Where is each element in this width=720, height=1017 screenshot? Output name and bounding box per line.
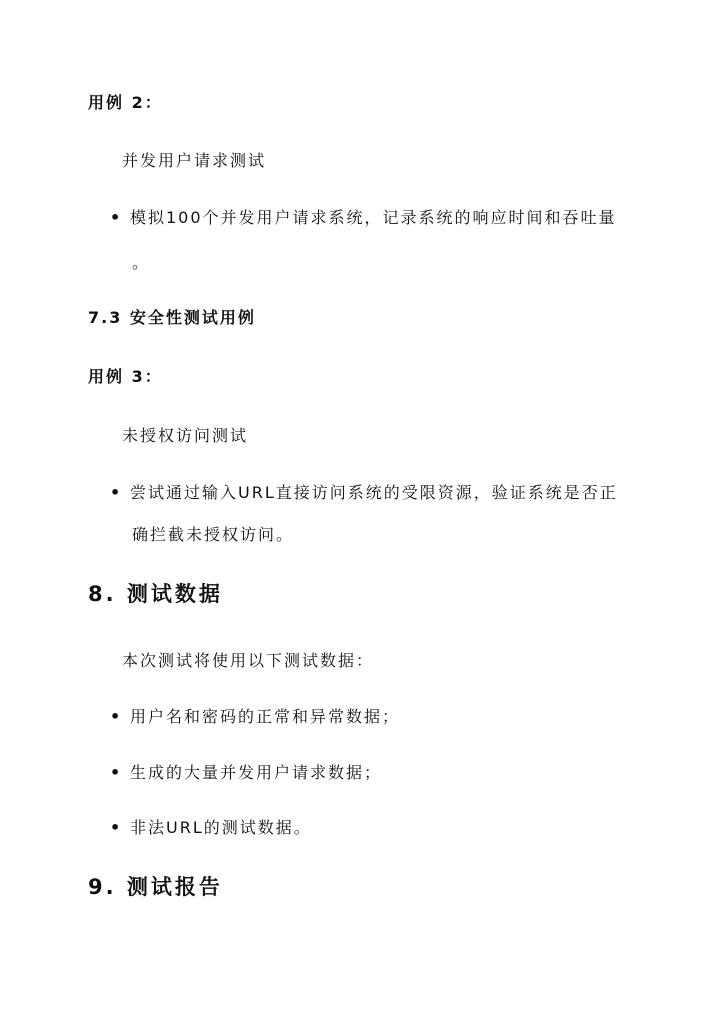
case-3-bullet	[110, 480, 618, 503]
case-3-heading: 用例 3：	[88, 367, 163, 386]
data-list-item	[110, 815, 312, 838]
section-8-heading: 8. 测试数据	[88, 582, 223, 606]
case-3-title: 未授权访问测试	[122, 426, 249, 445]
bullet-icon: •	[110, 818, 123, 837]
bullet-text: 尝试通过输入URL直接访问系统的受限资源，验证系统是否正	[130, 483, 618, 502]
data-list-item	[110, 704, 400, 727]
section-8-intro: 本次测试将使用以下测试数据：	[122, 651, 375, 670]
data-list-item-text: 用户名和密码的正常和异常数据；	[130, 707, 401, 726]
data-list-item-text: 非法URL的测试数据。	[130, 818, 312, 837]
section-9-heading: 9. 测试报告	[88, 875, 223, 899]
data-list-item-text: 生成的大量并发用户请求数据；	[130, 763, 383, 782]
bullet-text: 模拟100个并发用户请求系统，记录系统的响应时间和吞吐量	[130, 208, 617, 227]
case-2-heading: 用例 2：	[88, 93, 163, 112]
data-list-item	[110, 760, 382, 783]
case-3-bullet-continued: 确拦截未授权访问。	[132, 525, 295, 544]
section-7-3-heading: 7.3 安全性测试用例	[88, 308, 256, 327]
bullet-icon: •	[110, 707, 123, 726]
bullet-icon: •	[110, 208, 123, 227]
case-2-title: 并发用户请求测试	[122, 151, 267, 170]
bullet-icon: •	[110, 763, 123, 782]
case-2-bullet	[110, 205, 617, 228]
case-2-bullet-continued: 。	[132, 253, 151, 272]
bullet-icon: •	[110, 483, 123, 502]
